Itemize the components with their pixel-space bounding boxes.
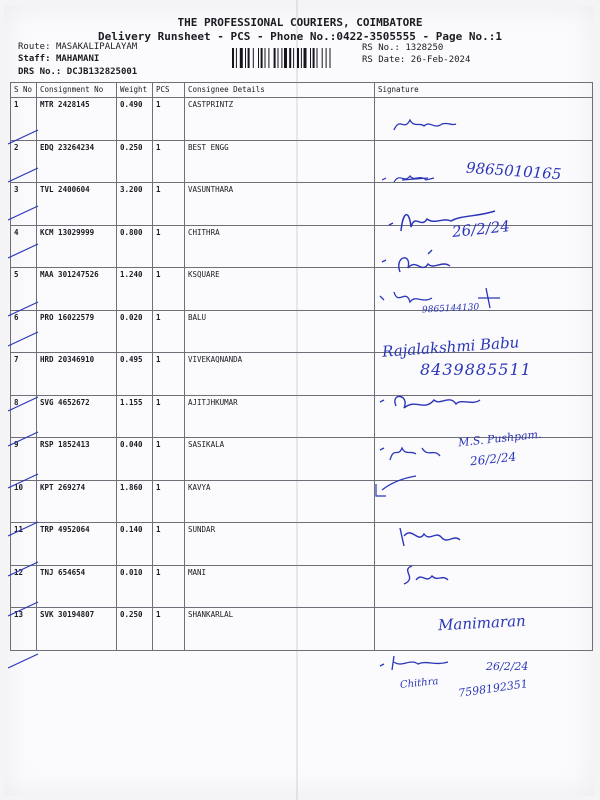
runsheet-subtitle: Delivery Runsheet - PCS - Phone No.:0422-3505555 - Page No.:1 (98, 30, 502, 43)
weight-cell: 0.250 (117, 608, 153, 651)
handwritten-name: Rajalakshmi Babu (381, 333, 520, 361)
weight-cell: 0.020 (117, 310, 153, 353)
handwritten-date: 26/2/24 (469, 449, 517, 469)
delivered-check-mark (6, 204, 40, 222)
consignment-cell: SVG 4652672 (37, 395, 117, 438)
signature-scribble (372, 474, 432, 500)
pcs-cell: 1 (153, 523, 185, 566)
route-value: MASAKALIPALAYAM (55, 42, 138, 52)
delivered-check-mark (6, 330, 40, 348)
serial-cell: 13 (11, 608, 37, 651)
weight-cell: 0.495 (117, 353, 153, 396)
consignee-cell: SHANKARLAL (185, 608, 375, 651)
pcs-cell: 1 (153, 438, 185, 481)
handwritten-date: 26/2/24 (486, 660, 529, 673)
table-row (11, 480, 593, 523)
pcs-cell: 1 (153, 268, 185, 311)
rs-no-line (362, 43, 443, 53)
table-row (11, 98, 593, 141)
table-header-row (11, 83, 593, 98)
delivered-check-mark (6, 600, 40, 618)
rs-date-label: RS Date: (362, 55, 406, 65)
consignee-cell: MANI (185, 565, 375, 608)
serial-cell: 11 (11, 523, 37, 566)
column-header: Consignment No (37, 83, 117, 98)
weight-cell: 0.800 (117, 225, 153, 268)
consignee-cell: BALU (185, 310, 375, 353)
handwritten-phone: 9865144130 (421, 302, 480, 316)
serial-cell: 10 (11, 480, 37, 523)
consignment-cell: MTR 2428145 (37, 98, 117, 141)
consignment-cell: TRP 4952064 (37, 523, 117, 566)
drs-line (18, 67, 137, 77)
staff-value: MAHAMANI (55, 54, 100, 64)
staff-label: Staff: (18, 54, 51, 64)
delivered-check-mark (6, 520, 40, 538)
pcs-cell: 1 (153, 140, 185, 183)
handwritten-phone: 7598192351 (457, 677, 529, 700)
pcs-cell: 1 (153, 565, 185, 608)
route-label: Route: (18, 42, 51, 52)
serial-cell: 1 (11, 98, 37, 141)
pcs-cell: 1 (153, 225, 185, 268)
rs-no-label: RS No.: (362, 43, 400, 53)
handwritten-name: Manimaran (437, 611, 527, 635)
serial-cell: 8 (11, 395, 37, 438)
rs-no-value: 1328250 (405, 43, 444, 53)
consignment-cell: PRO 16022579 (37, 310, 117, 353)
weight-cell: 1.155 (117, 395, 153, 438)
table-row (11, 523, 593, 566)
pcs-cell: 1 (153, 98, 185, 141)
company-title: THE PROFESSIONAL COURIERS, COIMBATORE (177, 16, 423, 29)
serial-cell: 9 (11, 438, 37, 481)
signature-scribble (380, 168, 450, 188)
delivered-check-mark (6, 128, 40, 146)
weight-cell: 1.860 (117, 480, 153, 523)
handwritten-name: Chithra (399, 676, 439, 691)
consignee-cell: CHITHRA (185, 225, 375, 268)
delivered-check-mark (6, 560, 40, 578)
serial-cell: 6 (11, 310, 37, 353)
consignee-cell: KSQUARE (185, 268, 375, 311)
consignee-cell: VIVEKAQNANDA (185, 353, 375, 396)
weight-cell: 0.010 (117, 565, 153, 608)
signature-scribble (376, 652, 456, 676)
signature-scribble (396, 562, 456, 588)
column-header: S No (11, 83, 37, 98)
handwritten-name: M.S. Pushpam. (457, 427, 543, 450)
pcs-cell: 1 (153, 353, 185, 396)
consignment-cell: SVK 30194807 (37, 608, 117, 651)
rs-date-value: 26-Feb-2024 (410, 55, 471, 65)
drs-value: DCJB132825001 (66, 67, 138, 77)
serial-cell: 7 (11, 353, 37, 396)
weight-cell: 3.200 (117, 183, 153, 226)
serial-cell: 4 (11, 225, 37, 268)
delivered-check-mark (6, 242, 40, 260)
pcs-cell: 1 (153, 608, 185, 651)
delivered-check-mark (6, 395, 40, 413)
pcs-cell: 1 (153, 310, 185, 353)
consignee-cell: SUNDAR (185, 523, 375, 566)
delivered-check-mark (6, 472, 40, 490)
weight-cell: 0.250 (117, 140, 153, 183)
consignment-cell: HRD 20346910 (37, 353, 117, 396)
consignment-cell: TVL 2400604 (37, 183, 117, 226)
signature-scribble (376, 386, 506, 416)
column-header: Weight (117, 83, 153, 98)
handwritten-phone: 8439885511 (420, 360, 532, 379)
delivered-check-mark (6, 652, 40, 670)
delivered-check-mark (6, 430, 40, 448)
consignment-cell: MAA 301247526 (37, 268, 117, 311)
consignee-cell: CASTPRINTZ (185, 98, 375, 141)
serial-cell: 2 (11, 140, 37, 183)
delivered-check-mark (6, 300, 40, 318)
weight-cell: 1.240 (117, 268, 153, 311)
column-header: Consignee Details (185, 83, 375, 98)
pcs-cell: 1 (153, 395, 185, 438)
pcs-cell: 1 (153, 183, 185, 226)
serial-cell: 3 (11, 183, 37, 226)
weight-cell: 0.040 (117, 438, 153, 481)
drs-label: DRS No.: (18, 67, 62, 77)
consignment-cell: KPT 269274 (37, 480, 117, 523)
signature-scribble (390, 112, 460, 136)
consignment-cell: KCM 13029999 (37, 225, 117, 268)
handwritten-date: 26/2/24 (451, 217, 511, 241)
pcs-cell: 1 (153, 480, 185, 523)
consignee-cell: VASUNTHARA (185, 183, 375, 226)
handwritten-phone: 9865010165 (465, 158, 562, 184)
delivered-check-mark (6, 166, 40, 184)
serial-cell: 12 (11, 565, 37, 608)
route-line (18, 42, 137, 52)
staff-line (18, 54, 99, 64)
signature-scribble (376, 440, 446, 466)
consignee-cell: KAVYA (185, 480, 375, 523)
signature-scribble (396, 522, 466, 552)
consignment-cell: EDQ 23264234 (37, 140, 117, 183)
consignment-cell: TNJ 654654 (37, 565, 117, 608)
consignee-cell: AJITJHKUMAR (185, 395, 375, 438)
table-row (11, 565, 593, 608)
column-header: Signature (375, 83, 593, 98)
weight-cell: 0.140 (117, 523, 153, 566)
signature-scribble (378, 248, 468, 280)
consignee-cell: BEST ENGG (185, 140, 375, 183)
consignment-cell: RSP 1852413 (37, 438, 117, 481)
consignee-cell: SASIKALA (185, 438, 375, 481)
column-header: PCS (153, 83, 185, 98)
barcode (232, 48, 358, 68)
rs-date-line (362, 55, 470, 65)
serial-cell: 5 (11, 268, 37, 311)
weight-cell: 0.490 (117, 98, 153, 141)
